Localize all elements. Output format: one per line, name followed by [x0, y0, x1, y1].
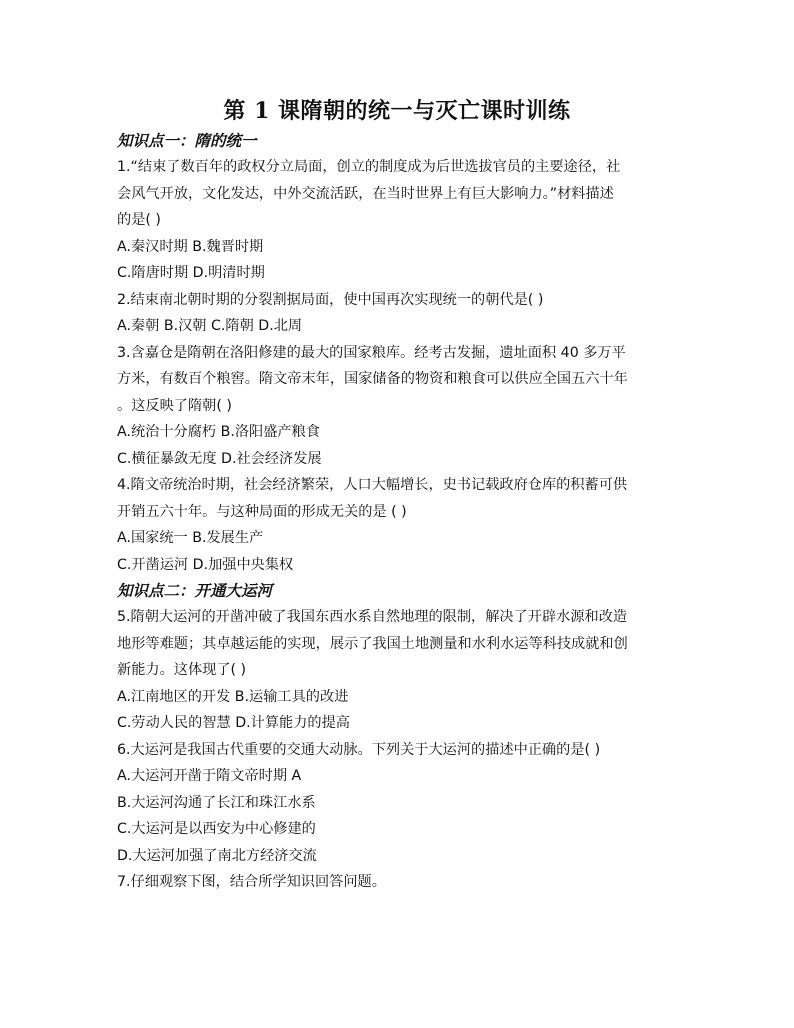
question-6-line-1: 6.大运河是我国古代重要的交通大动脉。下列关于大运河的描述中正确的是( ) [117, 741, 601, 758]
question-6-option-d: D.大运河加强了南北方经济交流 [117, 847, 317, 864]
question-4-line-1: 4.隋文帝统治时期，社会经济繁荣，人口大幅增长，史书记载政府仓库的积蓄可供 [117, 477, 628, 493]
question-5-options-ab: A.江南地区的开发 B.运输工具的改进 [117, 688, 349, 705]
question-2-options: A.秦朝 B.汉朝 C.隋朝 D.北周 [117, 318, 303, 334]
question-1-line-1: 1.“结束了数百年的政权分立局面，创立的制度成为后世选拔官员的主要途径，社 [117, 159, 621, 175]
section-heading-2: 知识点二：开通大运河 [117, 581, 273, 600]
document-body [117, 128, 683, 896]
question-1-options-cd: C.隋唐时期 D.明清时期 [117, 265, 265, 281]
question-5 [117, 604, 683, 737]
question-2 [117, 287, 683, 340]
question-4 [117, 472, 683, 578]
question-3 [117, 340, 683, 473]
question-2-line-1: 2.结束南北朝时期的分裂割据局面，使中国再次实现统一的朝代是( ) [117, 291, 544, 308]
question-4-options-ab: A.国家统一 B.发展生产 [117, 530, 264, 546]
question-1 [117, 154, 683, 287]
question-5-line-3: 新能力。这体现了( ) [117, 662, 247, 678]
question-3-line-1: 3.含嘉仓是隋朝在洛阳修建的最大的国家粮库。经考古发掘，遗址面积 40 多万平 [117, 344, 626, 361]
question-7-line-1: 7.仔细观察下图，结合所学知识回答问题。 [117, 874, 386, 890]
question-6-option-b: B.大运河沟通了长江和珠江水系 [117, 794, 316, 811]
question-5-line-1: 5.隋朝大运河的开凿冲破了我国东西水系自然地理的限制，解决了开辟水源和改造 [117, 609, 628, 625]
question-6-option-a: A.大运河开凿于隋文帝时期 A [117, 768, 302, 784]
question-4-line-2: 开销五六十年。与这种局面的形成无关的是 ( ) [117, 503, 407, 520]
question-3-options-ab: A.统治十分腐朽 B.洛阳盛产粮食 [117, 424, 320, 440]
section-heading-1: 知识点一：隋的统一 [117, 131, 257, 150]
question-3-line-2: 方米，有数百个粮窖。隋文帝末年，国家储备的物资和粮食可以供应全国五六十年 [117, 371, 628, 387]
question-3-options-cd: C.横征暴敛无度 D.社会经济发展 [117, 450, 322, 467]
page-title: 第 1 课隋朝的统一与灭亡课时训练 [223, 98, 571, 124]
question-7 [117, 869, 683, 896]
question-1-line-3: 的是( ) [117, 212, 161, 228]
question-5-line-2: 地形等难题；其卓越运能的实现，展示了我国土地测量和水利水运等科技成就和创 [117, 635, 628, 652]
question-6 [117, 737, 683, 870]
question-6-option-c: C.大运河是以西安为中心修建的 [117, 821, 316, 837]
question-3-line-3: 。这反映了隋朝( ) [117, 397, 232, 414]
question-1-line-2: 会风气开放，文化发达，中外交流活跃，在当时世界上有巨大影响力。”材料描述 [117, 185, 614, 202]
question-1-options-ab: A.秦汉时期 B.魏晋时期 [117, 238, 264, 255]
question-5-options-cd: C.劳动人民的智慧 D.计算能力的提高 [117, 715, 350, 731]
question-4-options-cd: C.开凿运河 D.加强中央集权 [117, 556, 294, 573]
